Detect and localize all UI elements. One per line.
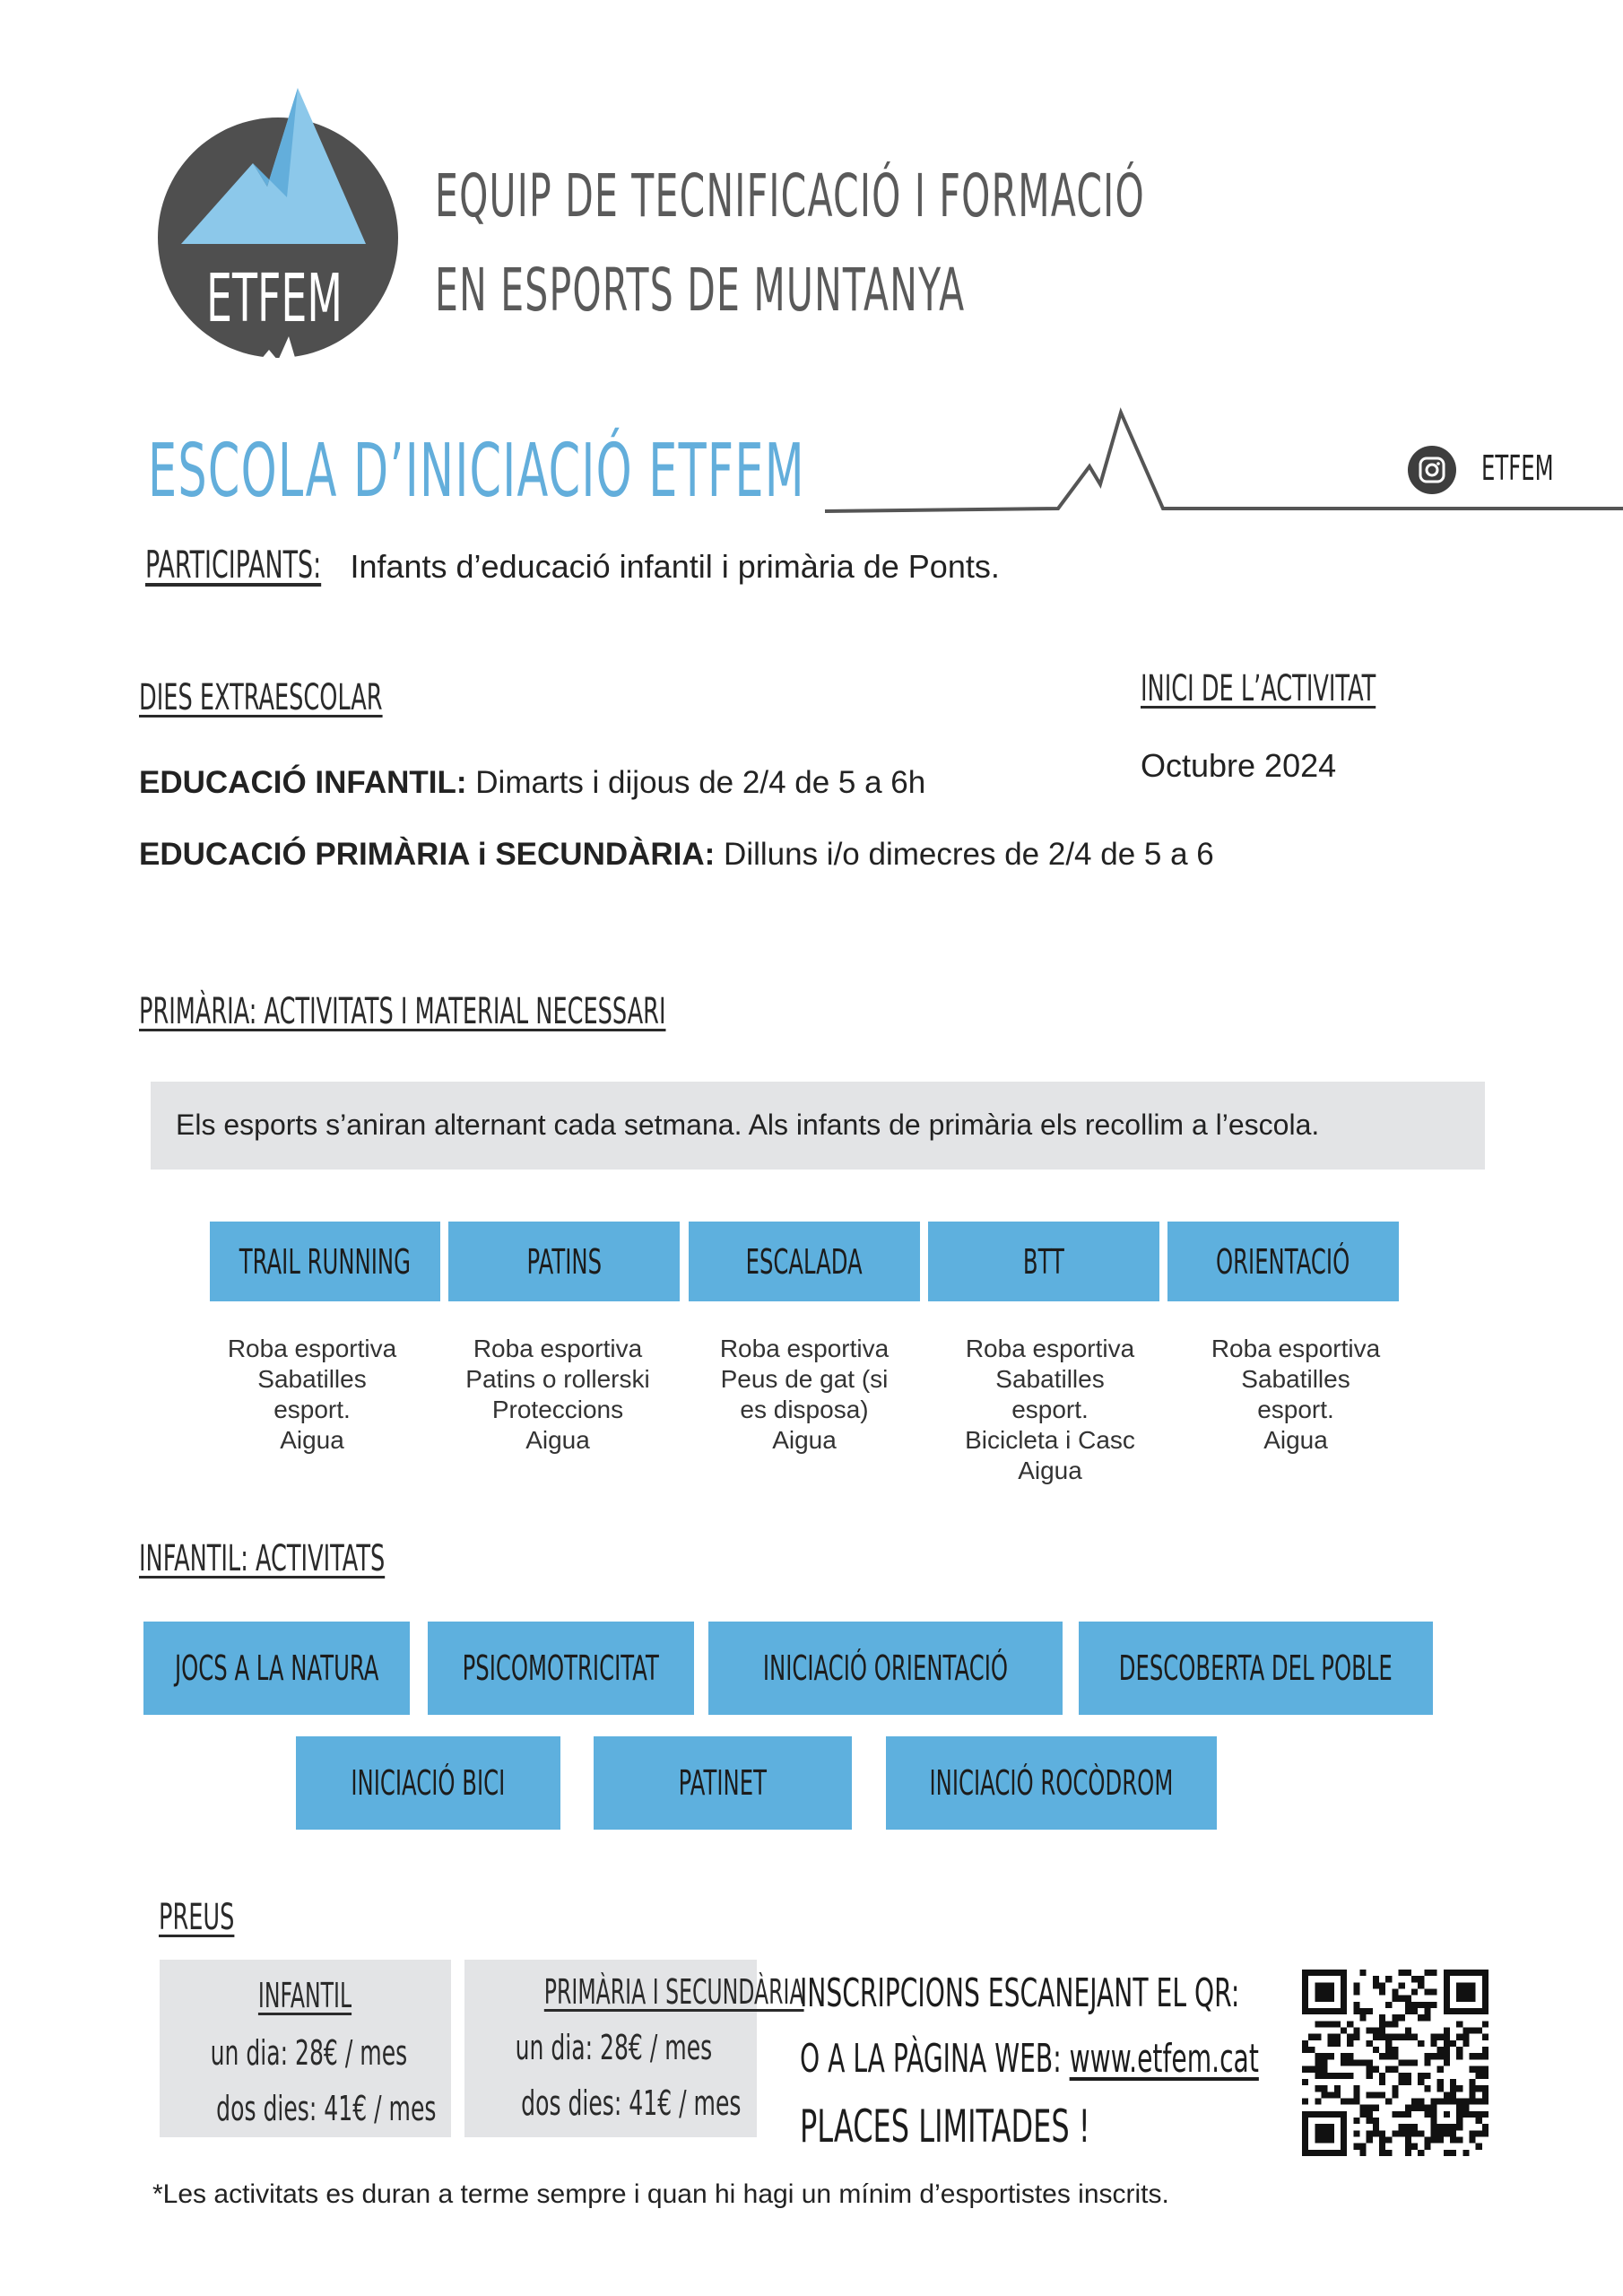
participants-line bbox=[145, 543, 1005, 587]
schedule-primaria bbox=[139, 837, 1214, 873]
schedule-infantil-label: EDUCACIÓ INFANTIL: bbox=[139, 765, 467, 800]
participants-label: PARTICIPANTS: bbox=[145, 543, 322, 587]
activity-iniciacio-rocodrom: INICIACIÓ ROCÒDROM bbox=[886, 1736, 1217, 1830]
activity-iniciacio-orientacio: INICIACIÓ ORIENTACIÓ bbox=[708, 1622, 1063, 1715]
activity-psicomotricitat: PSICOMOTRICITAT bbox=[428, 1622, 694, 1715]
signup-places-limited: PLACES LIMITADES ! bbox=[800, 2100, 1090, 2152]
start-heading: INICI DE L’ACTIVITAT bbox=[1141, 668, 1376, 709]
price-primaria-title: PRIMÀRIA I SECUNDÀRIA bbox=[543, 1972, 804, 2012]
material-escalada: Roba esportiva Peus de gat (si es disposa) Aigua bbox=[719, 1335, 890, 1454]
participants-text: Infants d’educació infantil i primària de Ponts. bbox=[350, 548, 1000, 585]
qr-code[interactable] bbox=[1302, 1970, 1488, 2156]
material-patins: Roba esportiva Patins o rollerski Proteccions Aigua bbox=[465, 1335, 650, 1454]
activity-patins: PATINS bbox=[448, 1222, 680, 1301]
schedule-infantil-text: Dimarts i dijous de 2/4 de 5 a 6h bbox=[466, 765, 926, 800]
material-trail-running: Roba esportiva Sabatilles esport. Aigua bbox=[227, 1335, 397, 1454]
activity-escalada: ESCALADA bbox=[689, 1222, 920, 1301]
schedule-primaria-label: EDUCACIÓ PRIMÀRIA i SECUNDÀRIA: bbox=[139, 837, 716, 872]
activity-orientacio: ORIENTACIÓ bbox=[1167, 1222, 1399, 1301]
price-infantil-one-day: un dia: 28€ / mes bbox=[210, 2033, 408, 2073]
primaria-note-box bbox=[151, 1082, 1485, 1170]
price-infantil-two-days: dos dies: 41€ / mes bbox=[216, 2089, 437, 2128]
material-btt: Roba esportiva Sabatilles esport. Bicicleta i Casc Aigua bbox=[965, 1335, 1135, 1484]
activity-iniciacio-bici: INICIACIÓ BICI bbox=[296, 1736, 560, 1830]
start-date: Octubre 2024 bbox=[1141, 747, 1337, 784]
instagram-icon[interactable] bbox=[1408, 446, 1456, 494]
activity-trail-running: TRAIL RUNNING bbox=[210, 1222, 440, 1301]
schedule-infantil bbox=[139, 765, 925, 801]
logo-text: ETFEM bbox=[206, 260, 343, 337]
schedule-primaria-text: Dilluns i/o dimecres de 2/4 de 5 a 6 bbox=[715, 837, 1214, 872]
prices-heading: PREUS bbox=[159, 1897, 235, 1938]
price-primaria-one-day: un dia: 28€ / mes bbox=[515, 2028, 713, 2067]
footnote: *Les activitats es duran a terme sempre i quan hi hagi un mínim d’esportistes inscrits. bbox=[152, 2179, 1169, 2209]
signup-line1: INSCRIPCIONS ESCANEJANT EL QR: bbox=[800, 1970, 1240, 2016]
signup-line2-prefix: O A LA PÀGINA WEB: bbox=[800, 2036, 1070, 2082]
price-primaria-two-days: dos dies: 41€ / mes bbox=[521, 2083, 742, 2123]
activity-descoberta-poble: DESCOBERTA DEL POBLE bbox=[1079, 1622, 1433, 1715]
activity-patinet: PATINET bbox=[594, 1736, 852, 1830]
instagram-handle[interactable]: ETFEM bbox=[1481, 448, 1554, 488]
primaria-heading: PRIMÀRIA: ACTIVITATS I MATERIAL NECESSARI bbox=[139, 991, 666, 1032]
price-box-infantil bbox=[160, 1960, 451, 2137]
price-box-primaria bbox=[464, 1960, 804, 2137]
header-title-line2: EN ESPORTS DE MUNTANYA bbox=[435, 256, 966, 325]
primaria-note: Els esports s’aniran alternant cada setmana. Als infants de primària els recollim a l’escola. bbox=[176, 1109, 1320, 1141]
schedule-heading: DIES EXTRAESCOLAR bbox=[139, 677, 383, 718]
activity-btt: BTT bbox=[928, 1222, 1159, 1301]
signup-line2 bbox=[800, 2036, 1259, 2082]
school-title: ESCOLA D’INICIACIÓ ETFEM bbox=[148, 429, 805, 514]
material-orientacio: Roba esportiva Sabatilles esport. Aigua bbox=[1211, 1335, 1381, 1454]
activity-jocs-natura: JOCS A LA NATURA bbox=[143, 1622, 410, 1715]
header-title-line1: EQUIP DE TECNIFICACIÓ I FORMACIÓ bbox=[435, 161, 1145, 230]
infantil-heading: INFANTIL: ACTIVITATS bbox=[139, 1538, 386, 1579]
signup-website-link[interactable]: www.etfem.cat bbox=[1069, 2036, 1259, 2082]
price-infantil-title: INFANTIL bbox=[258, 1976, 352, 2015]
